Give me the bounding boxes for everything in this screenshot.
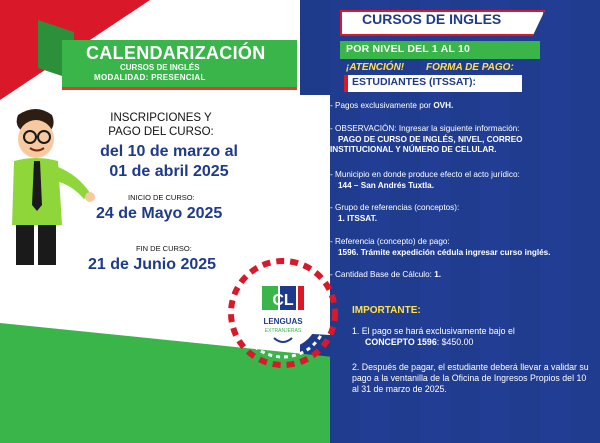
logo-subcaption: EXTRANJERAS	[264, 328, 302, 334]
inscriptions-label	[96, 111, 226, 139]
logo-initials: CL	[272, 292, 294, 309]
reference-group-line2: 1. ITSSAT.	[338, 213, 377, 223]
important-item-1-amount: : $450.00	[436, 337, 474, 347]
important-item-1-concept: CONCEPTO 1596	[365, 337, 437, 347]
bullet-municipality	[330, 170, 520, 191]
inscriptions-label-line2: PAGO DEL CURSO:	[108, 126, 214, 138]
end-label: FIN DE CURSO:	[136, 244, 192, 253]
bullet-payment-bold: OVH.	[433, 101, 454, 110]
courses-header-title: CURSOS DE INGLES	[362, 11, 502, 27]
observation-line2: PAGO DE CURSO DE INGLÉS, NIVEL, CORREO	[338, 134, 523, 144]
students-text: ESTUDIANTES (ITSSAT):	[352, 76, 477, 88]
page-title: CALENDARIZACIÓN	[86, 43, 266, 63]
municipality-line1: - Municipio en donde produce efecto el acto jurídico:	[330, 170, 520, 179]
reference-group-line1: - Grupo de referencias (conceptos):	[330, 203, 460, 212]
observation-line1: - OBSERVACIÓN: Ingresar la siguiente información:	[330, 124, 520, 133]
base-amount-text: - Cantidad Base de Cálculo:	[330, 270, 435, 279]
important-item-1-text: 1. El pago se hará exclusivamente bajo el	[352, 326, 515, 336]
important-item-2: 2. Después de pagar, el estudiante deberá llevar a validar su pago a la ventanilla de la Oficina de Ingresos Propios del 10 al 31 de marzo de 2025.	[352, 362, 589, 394]
important-title: IMPORTANTE:	[352, 305, 421, 316]
observation-line3: INSTITUCIONAL Y NÚMERO DE CELULAR.	[330, 145, 497, 154]
bullet-payment-text: - Pagos exclusivamente por	[330, 101, 434, 110]
mascot-illustration	[0, 105, 100, 265]
start-label: INICIO DE CURSO:	[128, 193, 195, 202]
banner-subtitle-courses: CURSOS DE INGLÉS	[120, 63, 200, 72]
bullet-base-amount	[330, 270, 441, 281]
inscriptions-date-line1: del 10 de marzo al	[100, 143, 238, 160]
municipality-line2: 144 – San Andrés Tuxtla.	[338, 180, 435, 190]
reference-line1: - Referencia (concepto) de pago:	[330, 237, 450, 246]
reference-line2: 1596. Trámite expedición cédula ingresar curso inglés.	[338, 247, 551, 257]
lenguas-extranjeras-logo	[228, 258, 338, 368]
bullet-reference	[330, 237, 551, 258]
inscriptions-date-line2: 01 de abril 2025	[109, 163, 229, 180]
bullet-observation	[330, 124, 523, 156]
end-date: 21 de Junio 2025	[88, 256, 217, 273]
important-item-1	[352, 326, 590, 348]
banner-subtitle-modality: MODALIDAD: PRESENCIAL	[94, 73, 206, 82]
inscriptions-dates	[84, 142, 254, 182]
attention-text: ¡ATENCIÓN!	[346, 62, 405, 73]
inscriptions-label-line1: INSCRIPCIONES Y	[110, 112, 212, 124]
base-amount-value: 1.	[434, 270, 442, 279]
bullet-payment	[330, 101, 453, 112]
payment-method-text: FORMA DE PAGO:	[426, 62, 514, 73]
start-date: 24 de Mayo 2025	[96, 205, 223, 222]
level-text: POR NIVEL DEL 1 AL 10	[346, 43, 471, 55]
bullet-reference-group	[330, 203, 459, 224]
logo-caption: LENGUAS	[263, 317, 303, 326]
